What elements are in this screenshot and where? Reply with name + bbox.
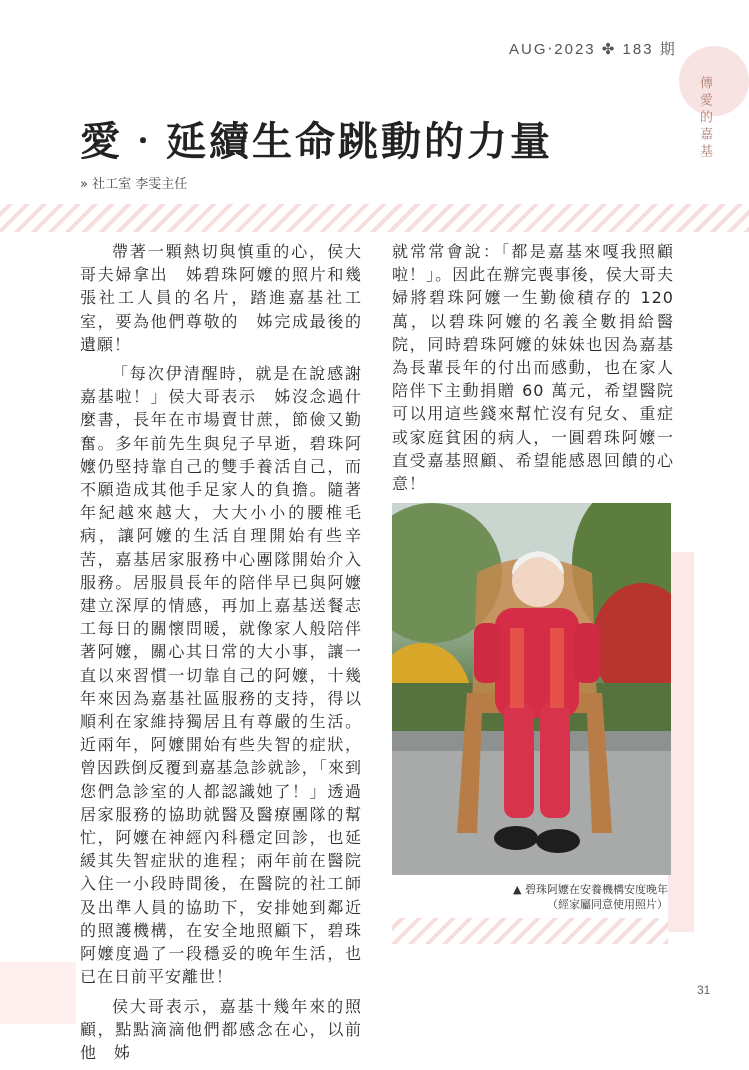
article-title: 愛‧延續生命跳動的力量 — [80, 118, 553, 165]
elderly-woman-photo — [392, 503, 671, 875]
section-side-label: 傳愛的嘉基 — [697, 76, 712, 161]
decorative-stripe — [0, 204, 749, 232]
article-photo — [392, 503, 671, 875]
caption-line: （經家屬同意使用照片） — [547, 898, 668, 911]
article-column-right — [392, 240, 674, 501]
article-column-left — [80, 240, 362, 1070]
page-number: 31 — [697, 983, 711, 997]
decorative-block — [668, 552, 694, 932]
caption-line: ▲ 碧珠阿嬤在安養機構安度晚年 — [513, 883, 668, 896]
issue-label: AUG‧2023 ✤ 183 期 — [509, 41, 677, 58]
header-decor-circle — [679, 46, 749, 116]
paragraph: 就常常會說：「都是嘉基來嘎我照顧啦！」。因此在辦完喪事後，侯大哥夫婦將碧珠阿嬤一生勤儉積存的 120 萬，以碧珠阿嬤的名義全數捐給醫院，同時碧珠阿嬤的妹妹也因為嘉基為長輩長年的付出而感動，也在家人陪伴下主動捐贈 60 萬元，希望醫院可以用這些錢來幫忙沒有兒女、重症或家庭貧困的病人，一圓碧珠阿嬤一直受嘉基照顧、希望能感恩回饋的心意！ — [392, 242, 674, 494]
paragraph: 侯大哥表示，嘉基十幾年來的照顧，點點滴滴他們都感念在心，以前他 姊 — [80, 996, 362, 1062]
paragraph: 「每次伊清醒時，就是在說感謝嘉基啦！」侯大哥表示 姊沒念過什麼書，長年在市場賣甘蔗，節儉又勤奮。多年前先生與兒子早逝，碧珠阿嬤仍堅持靠自己的雙手養活自己，而不願造成其他手足家人的負擔。隨著年紀越來越大，大大小小的腰椎毛病，讓阿嬤的生活自理開始有些辛苦，嘉基居家服務中心團隊開始介入服務。居服員長年的陪伴早已與阿嬤建立深厚的情感，再加上嘉基送餐志工每日的關懷問暖，就像家人般陪伴著阿嬤，關心其日常的大小事，讓一直以來習慣一切靠自己的阿嬤，十幾年來因為嘉基社區服務的支持，得以順利在家維持獨居且有尊嚴的生活。近兩年，阿嬤開始有些失智的症狀，曾因跌倒反覆到嘉基急診就診，「來到您們急診室的人都認識她了！」透過居家服務的協助就醫及醫療團隊的幫忙，阿嬤在神經內科穩定回診，也延緩其失智症狀的進程；兩年前在醫院入住一小段時間後，在醫院的社工師及出準人員的協助下，安排她到鄰近的照護機構，在安全地照顧下，碧珠阿嬤度過了一段穩妥的晚年生活，也已在日前平安離世！ — [80, 364, 362, 987]
paragraph: 帶著一顆熱切與慎重的心，侯大哥夫婦拿出 姊碧珠阿嬤的照片和幾張社工人員的名片，踏進嘉基社工室，要為他們尊敬的 姊完成最後的遺願！ — [80, 242, 362, 354]
decorative-stripe — [392, 918, 668, 944]
decorative-block — [0, 962, 76, 1024]
photo-caption — [478, 882, 668, 912]
article-byline: » 社工室 李雯主任 — [80, 177, 188, 192]
